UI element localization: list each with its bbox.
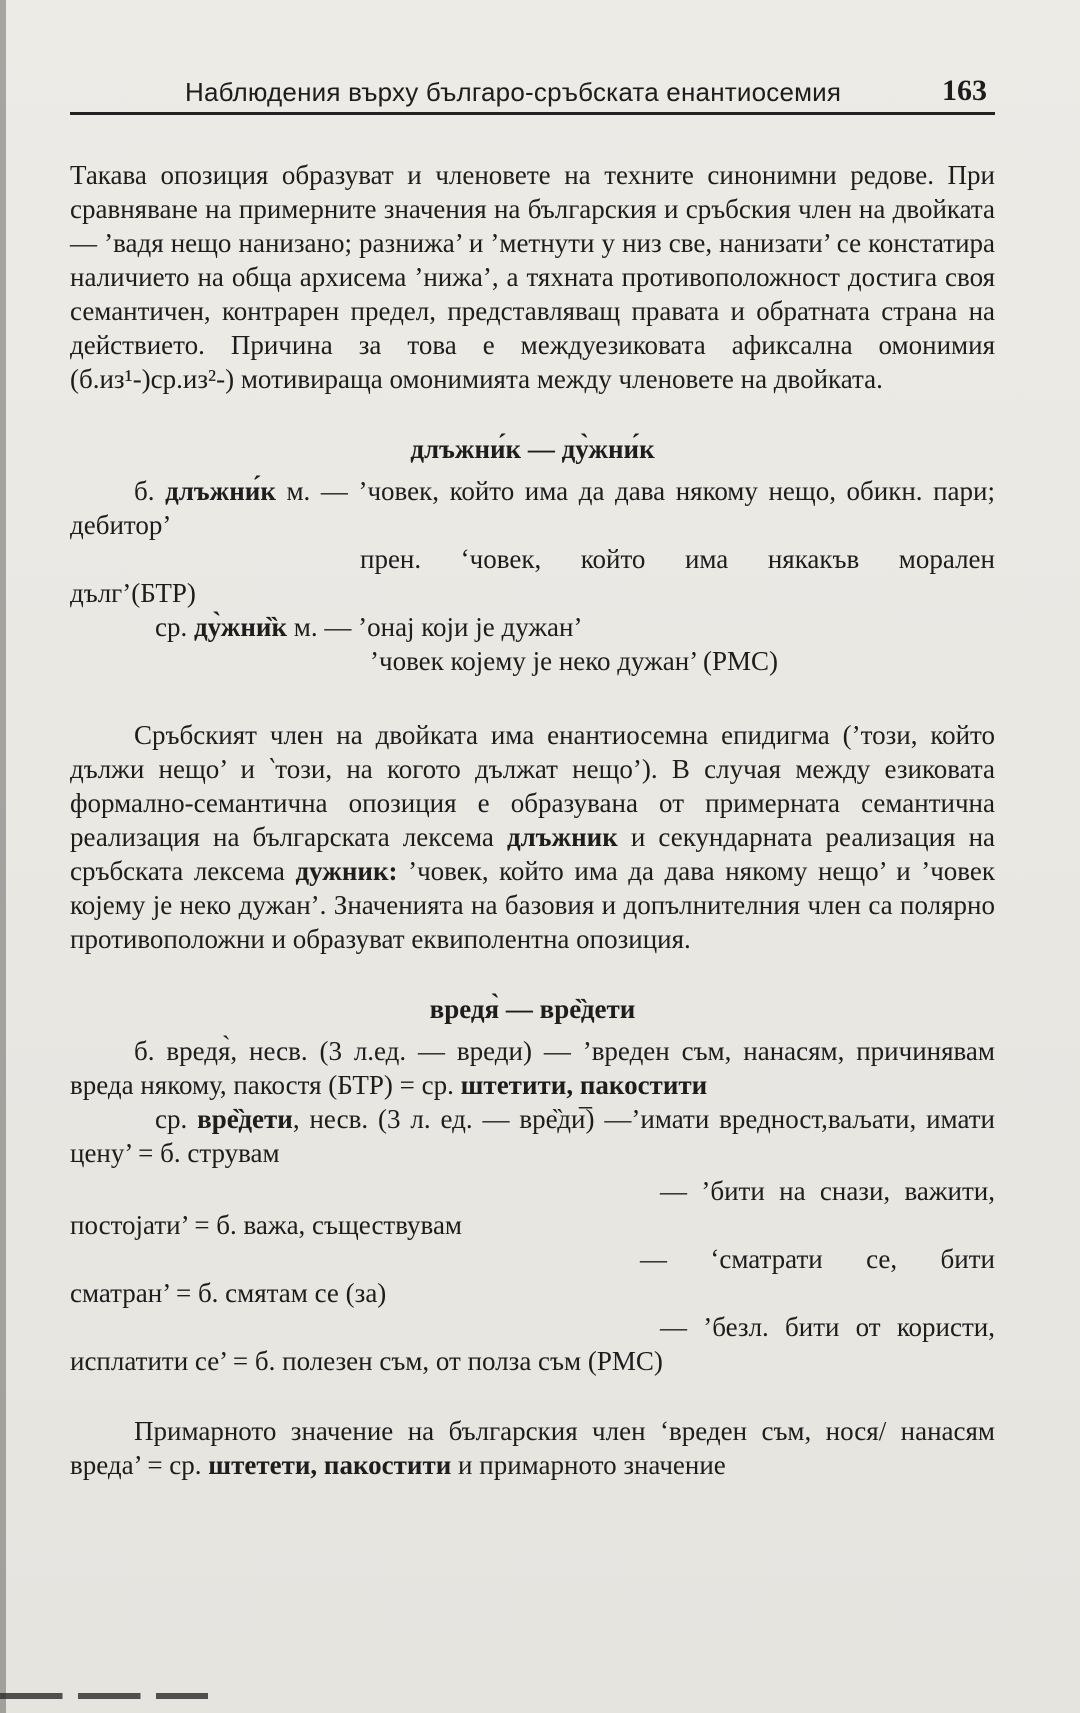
- paragraph-3: [70, 1414, 995, 1482]
- entry-1-fig-cont: дълг’(БТР): [70, 578, 196, 608]
- entry-2-bg-definition: [70, 1034, 995, 1102]
- entry-1-fig-sense: прен. ‘човек, който има някакъв морален: [360, 544, 995, 574]
- paragraph-1: Такава опозиция образуват и членовете на техните синонимни редове. При сравняване на примерните значения на българския и сръбския член на двойката — ’вадя нещо нанизано; разнижа’ и ’метнути у низ све, нанизати’ се констатира наличието на обща архисема ’нижа’, а тяхната противоположност достига своя семантичен, контрарен предел, представляващ правата и обратната страна на действието. Причина за това е междуезиковата афиксална омонимия (б.из¹-)ср.из²-) мотивираща омонимията между членовете на двойката.: [70, 160, 995, 394]
- entry-2-sense-3-cont: сматран’ = б. смятам се (за): [70, 1278, 387, 1308]
- lang-marker-sr-2: ср.: [155, 1104, 198, 1134]
- paragraph-2-lexeme-bg: длъжник: [506, 822, 618, 852]
- paragraph-2-text-a: Сръбският член на двойката има енантиосемна епидигма (’този, който дължи нещо’ и ‵този, на когото дължат нещо’). В случая между езиковата формално-семантична опозиция е образувана от примерната семантична реализация на българската лексема: [70, 720, 995, 852]
- lang-marker-sr: ср.: [155, 612, 188, 642]
- paragraph-3-equivalents: штетети, пакостити: [208, 1450, 452, 1480]
- entry-2-sense-3-a: — ‘сматрати се, бити: [640, 1244, 995, 1274]
- paragraph-2: [70, 718, 995, 956]
- page-body: [70, 158, 995, 1482]
- entry-2-sr-definition: [70, 1102, 995, 1170]
- entry-1-bg-definition: [70, 474, 995, 542]
- entry-2-sense-4-a: — ’безл. бити от користи,: [660, 1312, 995, 1342]
- entry-2-sr-word: вре̏дети: [197, 1104, 293, 1134]
- entry-1-sr-definition: [70, 610, 995, 644]
- entry-1-bg-word: длъжни́к: [165, 476, 276, 506]
- paragraph-3-text-b: и примарното значение: [451, 1450, 726, 1480]
- headword-dlazhnik: длъжни́к — ду̀жни́к: [410, 434, 655, 464]
- entry-2-sense-2-a: — ’бити на снази, важити,: [660, 1176, 995, 1206]
- paragraph-2-text-b: и секундарната реализация на сръбската лексема: [70, 822, 995, 886]
- page-bottom-edge: [0, 1693, 520, 1699]
- entry-1-fig-line: [70, 542, 995, 576]
- paragraph-3-text-a: Примарното значение на българския член ‘вреден съм, нося/ нанасям вреда’ = ср.: [70, 1416, 995, 1480]
- entry-2-bg-text: б. вредя̀, несв. (3 л.ед. — вреди) — ’вреден съм, нанасям, причинявам вреда някому, пакостя (БТР) = ср.: [70, 1036, 995, 1100]
- entry-1-sr-word: ду̀жни̏к: [193, 612, 288, 642]
- entry-2-sr-def-text: , несв. (3 л. ед. — вре̏ди̅) —’имати вредност,ваљати, имати цену’ = б. струвам: [70, 1104, 995, 1168]
- entry-2-bg-equivalents: штетити, пакостити: [460, 1070, 708, 1100]
- running-header: [70, 68, 995, 115]
- entry-1-bg-def-text: м. — ’човек, който има да дава някому нещо, обикн. пари; дебитор’: [70, 476, 995, 540]
- entry-2-sense-4: [70, 1310, 995, 1344]
- entry-1-sr-def-text: м. — ’онај који је дужан’: [287, 612, 583, 642]
- entry-2-sense-4-cont: исплатити се’ = б. полезен съм, от полза съм (РМС): [70, 1346, 663, 1376]
- running-title: Наблюдения върху българо-сръбската енантиосемия: [185, 77, 842, 107]
- page-number: 163: [942, 74, 987, 107]
- page-edge-shadow: [0, 0, 6, 1713]
- entry-2-sense-2: [70, 1174, 995, 1208]
- paragraph-2-text-c: ’човек, който има да дава някому нещо’ и ’човек којему је неко дужан’. Значенията на базовия и допълнителния член са полярно противоположни и образуват еквиполентна опозиция.: [70, 856, 995, 954]
- headword-vredya: вредя̀ — вре̏дети: [429, 994, 636, 1024]
- entry-1-sr-def-2: ’човек којему је неко дужан’ (РМС): [370, 646, 778, 676]
- lang-marker-bg: б.: [134, 476, 155, 506]
- paragraph-2-lexeme-sr: дужник:: [295, 856, 398, 886]
- entry-2-sense-2-cont: постојати’ = б. важа, съществувам: [70, 1210, 463, 1240]
- entry-2-sense-3: [70, 1242, 995, 1276]
